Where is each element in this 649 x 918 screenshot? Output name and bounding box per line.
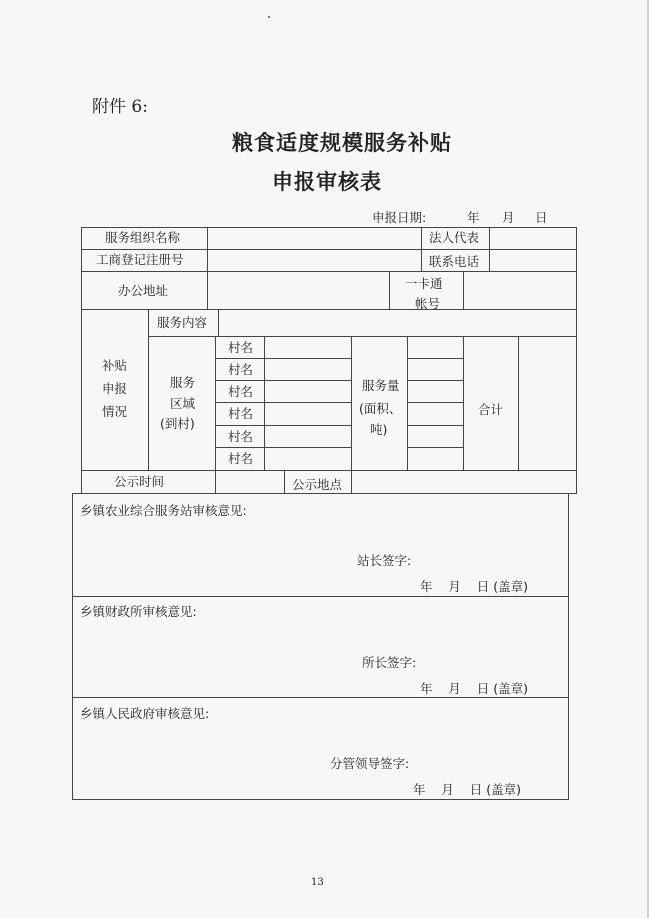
village-label-3: 村名: [228, 384, 254, 399]
review-finance-title: 乡镇财政所审核意见:: [80, 604, 197, 619]
publicity-place-field[interactable]: [352, 471, 575, 492]
legal-rep-label: 法人代表: [429, 230, 480, 245]
review-finance-date: 年 月 日 (盖章): [420, 681, 529, 696]
review-government-date: 年 月 日 (盖章): [413, 782, 522, 797]
review-government-sign: 分管领导签字:: [330, 756, 410, 771]
service-amount-field[interactable]: [408, 337, 463, 357]
subsidy-label-1: 补贴: [102, 358, 128, 373]
service-content-field[interactable]: [219, 310, 575, 335]
date-label: 申报日期:: [372, 210, 427, 225]
village-field[interactable]: [265, 403, 350, 424]
village-label-4: 村名: [228, 406, 254, 421]
review-agri-station-title: 乡镇农业综合服务站审核意见:: [80, 503, 247, 518]
review-finance-sign: 所长签字:: [362, 655, 417, 670]
date-day: 日: [535, 210, 548, 225]
service-amount-label-1: 服务量: [362, 378, 400, 393]
publicity-time-label: 公示时间: [114, 474, 165, 489]
publicity-place-label: 公示地点: [292, 477, 343, 492]
date-month: 月: [502, 210, 515, 225]
title-line-2: 申报审核表: [272, 170, 382, 194]
village-field[interactable]: [265, 448, 350, 469]
subsidy-label-2: 申报: [102, 381, 128, 396]
legal-rep-field[interactable]: [490, 228, 575, 248]
service-amount-field[interactable]: [408, 426, 463, 446]
village-label-2: 村名: [228, 362, 254, 377]
review-government-title: 乡镇人民政府审核意见:: [80, 706, 210, 721]
reg-no-label: 工商登记注册号: [96, 252, 184, 267]
service-area-label-1: 服务: [170, 375, 196, 390]
village-field[interactable]: [265, 359, 350, 379]
total-label: 合计: [478, 402, 504, 417]
village-field[interactable]: [265, 381, 350, 401]
service-amount-label-3: 吨): [370, 422, 388, 437]
page-number: 13: [311, 877, 324, 888]
service-area-label-2: 区域: [170, 396, 196, 411]
date-year: 年: [467, 210, 480, 225]
publicity-time-field[interactable]: [216, 471, 283, 492]
reg-no-field[interactable]: [208, 250, 420, 270]
village-label-6: 村名: [228, 451, 254, 466]
service-amount-field[interactable]: [408, 403, 463, 424]
card-label-2: 帐号: [415, 296, 441, 311]
service-area-label-3: (到村): [160, 416, 195, 431]
card-label-1: 一卡通: [405, 276, 443, 291]
phone-field[interactable]: [490, 250, 575, 270]
title-line-1: 粮食适度规模服务补贴: [232, 131, 452, 155]
review-government-opinion[interactable]: [74, 724, 566, 754]
org-name-field[interactable]: [208, 228, 420, 248]
review-agri-station-sign: 站长签字:: [357, 553, 412, 568]
service-content-label: 服务内容: [157, 315, 208, 330]
phone-label: 联系电话: [429, 254, 480, 269]
address-label: 办公地址: [118, 283, 169, 298]
address-field[interactable]: [208, 272, 388, 308]
service-amount-label-2: (面积、: [359, 401, 402, 416]
village-field[interactable]: [265, 426, 350, 446]
village-label-5: 村名: [228, 429, 254, 444]
attachment-label: 附件 6:: [92, 97, 148, 117]
village-field[interactable]: [265, 337, 350, 357]
service-amount-field[interactable]: [408, 381, 463, 401]
org-name-label: 服务组织名称: [105, 230, 181, 245]
total-field[interactable]: [519, 337, 575, 469]
card-number-field[interactable]: [464, 272, 575, 308]
scan-dot: [268, 16, 270, 18]
review-agri-station-date: 年 月 日 (盖章): [420, 579, 529, 594]
village-label-1: 村名: [228, 340, 254, 355]
service-amount-field[interactable]: [408, 448, 463, 469]
review-finance-opinion[interactable]: [74, 622, 566, 652]
review-agri-station-opinion[interactable]: [74, 520, 566, 550]
subsidy-label-3: 情况: [102, 404, 128, 419]
service-amount-field[interactable]: [408, 359, 463, 379]
